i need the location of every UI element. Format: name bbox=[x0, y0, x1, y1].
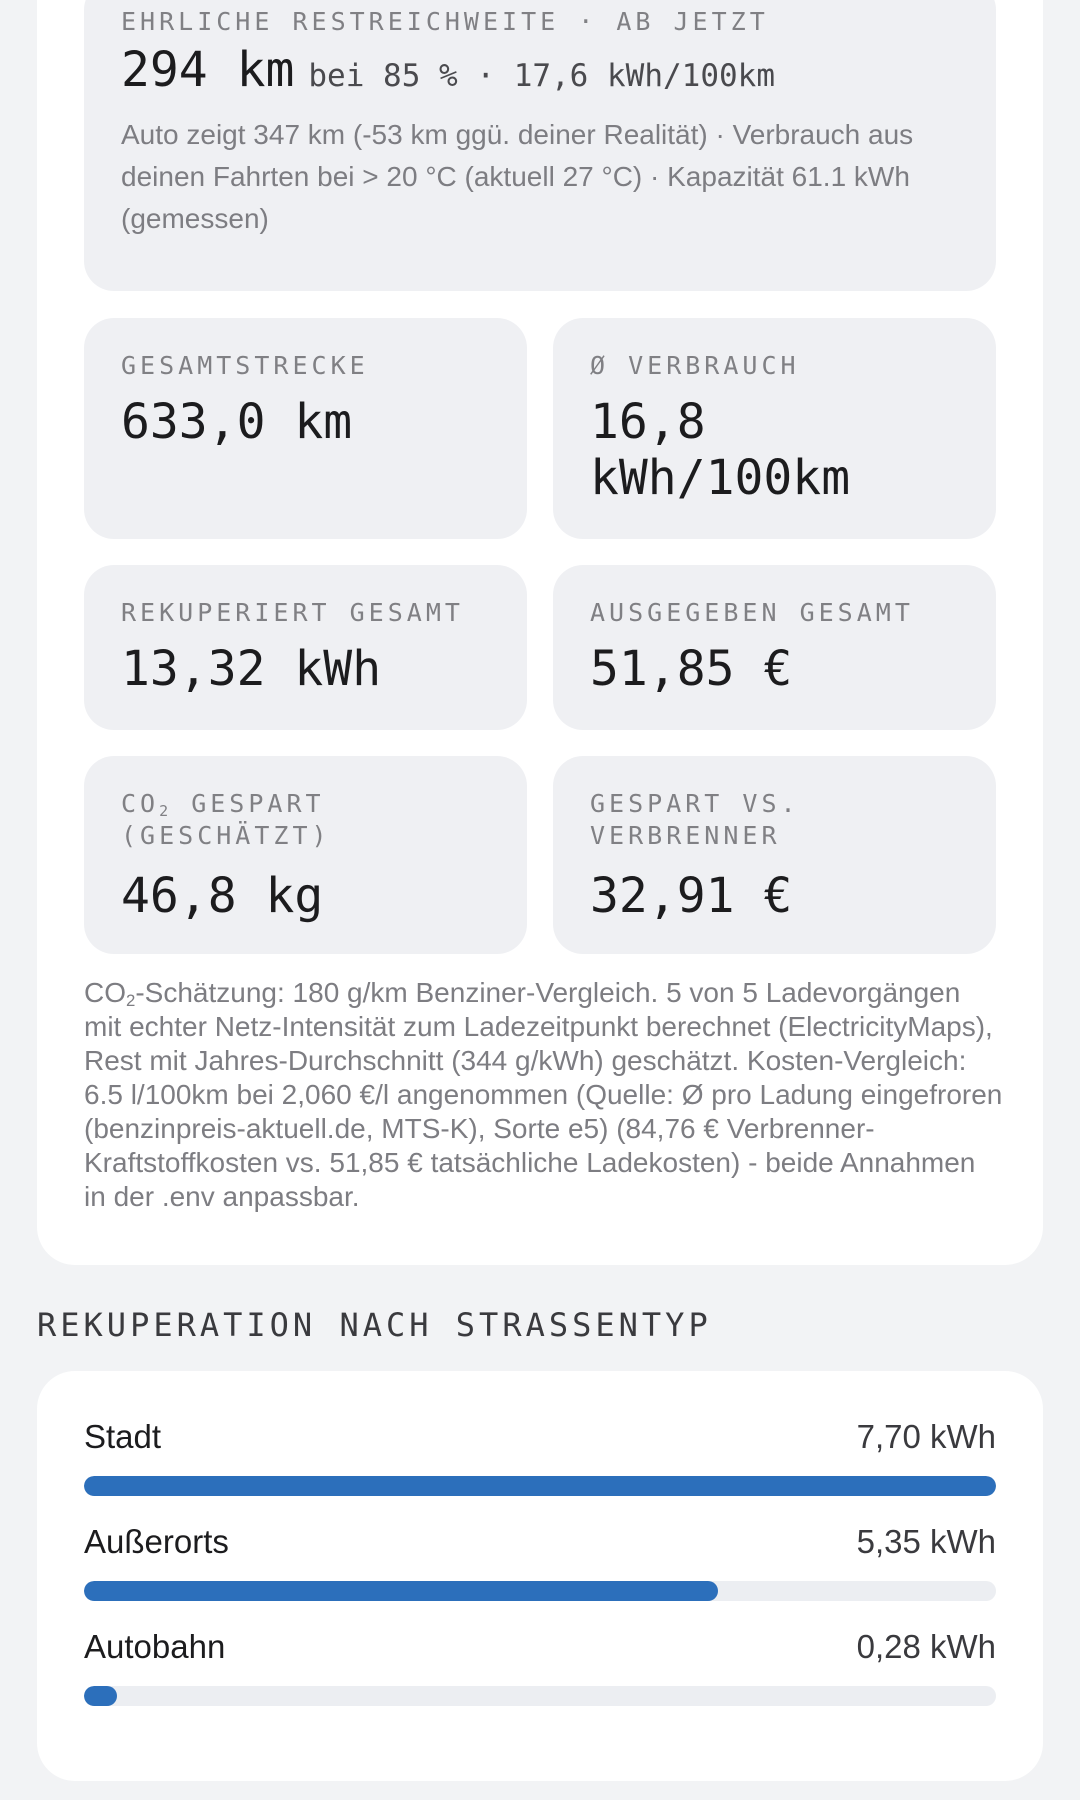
road-name: Außerorts bbox=[84, 1523, 229, 1560]
stat-value: 51,85 € bbox=[590, 641, 793, 697]
stat-label bbox=[121, 788, 497, 852]
honest-range-value-line bbox=[121, 42, 775, 98]
stat-value: 46,8 kg bbox=[121, 868, 324, 924]
stat-label: GESAMTSTRECKE bbox=[121, 351, 369, 380]
stat-tile-spent-total bbox=[553, 565, 996, 730]
co2-label-prefix: CO bbox=[121, 789, 160, 818]
bar-track bbox=[84, 1476, 996, 1496]
stat-value: 633,0 km bbox=[121, 394, 353, 450]
road-name: Stadt bbox=[84, 1418, 162, 1455]
stat-tile-recuperated-total bbox=[84, 565, 527, 730]
honest-range-label: EHRLICHE RESTREICHWEITE · AB JETZT bbox=[121, 7, 769, 36]
bar-track bbox=[84, 1581, 996, 1601]
stat-label: GESPART VS. VERBRENNER bbox=[590, 789, 800, 850]
footnote-co2-prefix: CO bbox=[84, 977, 126, 1008]
bar-track bbox=[84, 1686, 996, 1706]
stat-value-number: 16,8 bbox=[590, 394, 706, 450]
honest-range-note: Auto zeigt 347 km (-53 km ggü. deiner Realität) · Verbrauch aus deinen Fahrten bei > 20 °C (aktuell 27 °C) · Kapazität 61.1 kWh (gemessen) bbox=[121, 119, 914, 234]
bar-fill bbox=[84, 1581, 718, 1601]
road-name: Autobahn bbox=[84, 1628, 226, 1665]
section-title-recuperation: REKUPERATION NACH STRASSENTYP bbox=[37, 1306, 712, 1344]
stat-tile-co2-saved bbox=[84, 756, 527, 954]
co2-label-subscript: 2 bbox=[159, 801, 173, 820]
recuperation-card bbox=[37, 1371, 1043, 1781]
stat-value-unit: kWh/100km bbox=[590, 450, 851, 506]
co2-label-rest: GESPART (GESCHÄTZT) bbox=[121, 789, 331, 850]
stat-value bbox=[590, 394, 850, 506]
stat-tile-saved-vs-combustion bbox=[553, 756, 996, 954]
stat-value: 13,32 kWh bbox=[121, 641, 382, 697]
footnote-text: -Schätzung: 180 g/km Benziner-Vergleich. 5 von 5 Ladevorgängen mit echter Netz-Intensität zum Ladezeitpunkt berechnet (ElectricityMaps), Rest mit Jahres-Durchschnitt (344 g/kWh) geschätzt. Kosten-Vergleich: 6.5 l/100km bei 2,060 €/l angenommen (Quelle: Ø pro Ladung eingefroren (benzinpreis-aktuell.de, MTS-K), Sorte e5) (84,76 € Verbrenner-Kraftstoffkosten vs. 51,85 € tatsächliche Ladekosten) - beide Annahmen in der .env anpassbar. bbox=[84, 977, 1003, 1212]
calculation-footnote bbox=[84, 976, 1004, 1214]
stat-value: 32,91 € bbox=[590, 868, 793, 924]
stat-label: Ø VERBRAUCH bbox=[590, 351, 800, 380]
road-value: 5,35 kWh bbox=[856, 1523, 996, 1560]
road-value: 0,28 kWh bbox=[856, 1628, 996, 1665]
bar-fill bbox=[84, 1686, 117, 1706]
honest-range-detail: bei 85 % · 17,6 kWh/100km bbox=[308, 58, 775, 94]
stat-label: REKUPERIERT GESAMT bbox=[121, 598, 464, 627]
honest-range-value: 294 km bbox=[121, 42, 295, 98]
honest-range-tile bbox=[84, 0, 996, 291]
road-value: 7,70 kWh bbox=[856, 1418, 996, 1455]
stat-tile-avg-consumption bbox=[553, 318, 996, 539]
stat-label: AUSGEGEBEN GESAMT bbox=[590, 598, 914, 627]
stat-tile-total-distance bbox=[84, 318, 527, 539]
footnote-co2-subscript: 2 bbox=[126, 991, 136, 1011]
bar-fill bbox=[84, 1476, 996, 1496]
